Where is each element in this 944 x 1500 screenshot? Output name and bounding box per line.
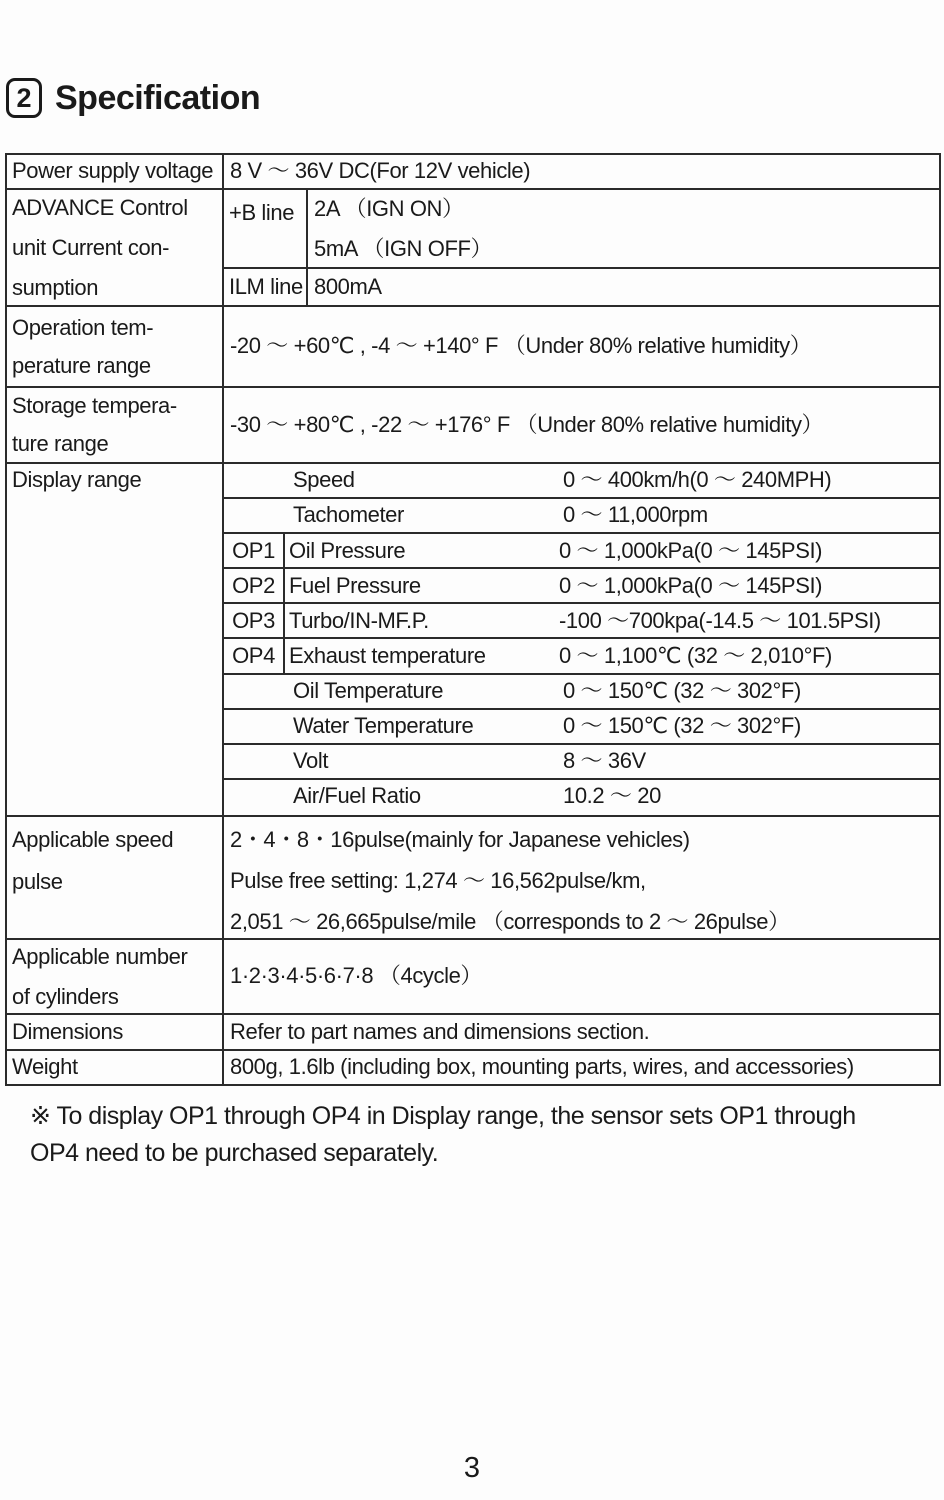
display-row-water-temperature [224, 708, 939, 743]
display-item-name: Oil Temperature [293, 677, 444, 703]
footnote [30, 1098, 930, 1172]
page-number: 3 [463, 1452, 481, 1484]
section-number-badge: 2 [6, 78, 42, 118]
display-row-op1 [224, 532, 939, 567]
operation-temperature-value: -20 ～ +60℃ , -4 ～ +140° F （Under 80% relative humidity） [230, 333, 812, 359]
display-row-tachometer [224, 497, 939, 532]
row-display-range [7, 462, 939, 815]
cylinders-label: Applicable number of cylinders [7, 940, 224, 1013]
display-range-label: Display range [7, 464, 224, 815]
display-row-air-fuel-ratio [224, 778, 939, 813]
display-row-volt [224, 743, 939, 778]
display-item-range: -100 ～700kpa(-14.5 ～ 101.5PSI) [559, 607, 881, 633]
ilm-line-label: ILM line [224, 269, 308, 305]
display-item-name: Tachometer [293, 502, 404, 528]
storage-temperature-value: -30 ～ +80℃ , -22 ～ +176° F （Under 80% relative humidity） [230, 411, 824, 437]
operation-temperature-label: Operation tem- perature range [7, 307, 224, 386]
row-weight [7, 1049, 939, 1084]
op-badge-cell: OP4 [224, 639, 285, 672]
row-speed-pulse [7, 815, 939, 938]
op-badge-cell: OP2 [224, 569, 285, 602]
display-row-op2 [224, 567, 939, 602]
display-item-range: 0 ～ 1,000kPa(0 ～ 145PSI) [559, 537, 823, 563]
display-item-name: Water Temperature [293, 713, 474, 738]
display-item-name: Turbo/IN-MF.P. [289, 607, 429, 633]
row-dimensions [7, 1013, 939, 1049]
power-supply-value: 8 V ～ 36V DC(For 12V vehicle) [230, 158, 531, 184]
ilm-line-value: 800mA [314, 273, 382, 299]
display-item-name: Oil Pressure [289, 537, 406, 563]
display-item-name: Volt [293, 748, 329, 774]
display-item-range: 0 ～ 11,000rpm [563, 502, 708, 528]
subrow-b-line [224, 190, 939, 267]
row-power-supply [7, 155, 939, 188]
b-line-value: 2A （IGN ON） 5mA （IGN OFF） [314, 195, 493, 261]
subrow-ilm-line [224, 267, 939, 305]
b-line-label: +B line [224, 190, 308, 267]
display-item-name: Air/Fuel Ratio [293, 783, 421, 809]
display-item-range: 0 ～ 1,100℃ (32 ～ 2,010°F) [559, 642, 832, 668]
row-storage-temperature [7, 386, 939, 462]
display-item-range: 0 ～ 150℃ (32 ～ 302°F) [563, 713, 801, 738]
section-heading [6, 78, 260, 118]
row-cylinders [7, 938, 939, 1013]
display-item-name: Exhaust temperature [289, 642, 486, 668]
display-item-range: 8 ～ 36V [563, 748, 646, 774]
specification-table [5, 153, 941, 1086]
speed-pulse-value: 2・4・8・16pulse(mainly for Japanese vehicles) Pulse free setting: 1,274 ～ 16,562pulse/km, 2,051 ～ 26,665pulse/mile （corresponds to 2 ～ 26pulse） [230, 827, 790, 934]
display-item-name: Fuel Pressure [289, 572, 421, 598]
display-item-range: 0 ～ 400km/h(0 ～ 240MPH) [563, 467, 832, 493]
display-item-range: 10.2 ～ 20 [563, 783, 661, 809]
dimensions-value: Refer to part names and dimensions section. [230, 1018, 650, 1044]
page-title: Specification [55, 78, 261, 117]
weight-value: 800g, 1.6lb (including box, mounting parts, wires, and accessories) [230, 1054, 854, 1080]
speed-pulse-label: Applicable speed pulse [7, 817, 224, 938]
display-row-oil-temperature [224, 673, 939, 708]
footnote-line: OP4 need to be purchased separately. [30, 1139, 439, 1167]
display-row-speed [224, 464, 939, 497]
dimensions-label: Dimensions [7, 1015, 224, 1049]
power-supply-label: Power supply voltage [7, 155, 224, 188]
display-row-op4 [224, 637, 939, 672]
storage-temperature-label: Storage tempera- ture range [7, 388, 224, 462]
footnote-line: ※ To display OP1 through OP4 in Display range, the sensor sets OP1 through [30, 1102, 856, 1130]
row-current-consumption [7, 188, 939, 305]
display-item-range: 0 ～ 1,000kPa(0 ～ 145PSI) [559, 572, 823, 598]
display-item-name: Speed [293, 467, 355, 493]
weight-label: Weight [7, 1051, 224, 1084]
op-badge-cell: OP3 [224, 604, 285, 637]
display-item-range: 0 ～ 150℃ (32 ～ 302°F) [563, 677, 801, 703]
cylinders-value: 1·2·3·4·5·6·7·8 （4cycle） [230, 963, 483, 989]
row-operation-temperature [7, 305, 939, 386]
display-row-op3 [224, 602, 939, 637]
current-consumption-label: ADVANCE Control unit Current con- sumption [7, 190, 224, 305]
op-badge-cell: OP1 [224, 534, 285, 567]
